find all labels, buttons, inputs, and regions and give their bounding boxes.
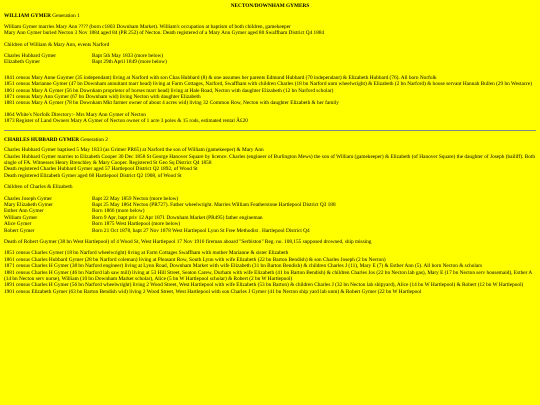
charles-census <box>4 250 536 295</box>
section-heading-william <box>4 13 536 19</box>
child-event: Born 9 Apr, bapt priv 12 Apr 1871 Downham Market (PR495) father engineman <box>92 214 263 221</box>
child-event: Bapt 25 May 1864 Necton (PR727). Father wheelwright. Marries William Featherstone Hartlepool District Q3 188 <box>92 201 336 208</box>
child-name: Mary Elizabeth Gymer <box>4 201 53 208</box>
intro-line: Charles Hubbard Gymer marries to Elizabeth Cooper 30 Dec 1858 St George Hanover Square by licence. Charles (engineer of Burlington Mews) the son of William (gamekeeper) & Elizabeth (of Hanover Square) the daughter of Joseph (bailiff). Both single of FA. Witnesses Henry Brenchley & Mary Cooper. Registered St Geo Sq District Q4 1858 <box>4 153 536 166</box>
child-name: Elizabeth Gymer <box>4 59 41 66</box>
child-event: Bapt 5th May 1833 (more below) <box>92 53 164 60</box>
census-line: 1881 census Mary A Gymer (78 bn Downham Mkt farmer owner of about 4 acres wid) living 32 Common Row, Necton with daughter Elizabeth & her family <box>4 100 339 107</box>
child-name: Charles Joseph Gymer <box>4 195 52 202</box>
census-line: 1871 census Mary Ann Gymer (67 bn Downham wid) living Necton with daughter Elizabeth <box>4 94 201 101</box>
william-intro <box>4 24 536 37</box>
child-event: Born 21 Oct 1878, bapt 27 Nov 1878 West Hartlepool Lynn St Free Methodist . Hartlepool District Q4 <box>92 227 310 234</box>
census-line: 1861 census Charles Hubbard Gymer (28 bn Narford coleman) living at Pleasant Row, South Lynn with wife Elizabeth (22 bn Barton Bendish) & son Charles Joseph (2 bn Necton) <box>4 256 386 263</box>
child-name: William Gymer <box>4 214 38 221</box>
william-census <box>4 75 536 107</box>
page-title: NECTON/DOWNHAM GYMERS <box>230 3 310 9</box>
census-line: 1871 census Charles H Gymer (38 bn Narford engineer) living at Lynn Road, Downham Market with wife Elizabeth (31 bn Barton Bendish) & children Charles J (11), Mary E (7) & Esther Ann (5). All born Necton & scholars <box>4 263 483 270</box>
table-row <box>4 59 167 65</box>
heading-name: CHARLES HUBBARD GYMER <box>4 136 80 143</box>
intro-line: Mary Ann Gymer buried Necton 3 Nov 1884 aged 84 (PR 252) of Necton. Death registered of a Mary Ann Gymer aged 80 Swaffham District Q4 1884 <box>4 30 325 37</box>
child-name: Esther Ann Gymer <box>4 208 44 215</box>
heading-generation: Generation 1 <box>50 13 80 20</box>
section-divider <box>4 130 536 131</box>
death-note: Death of Robert Guymer (38 bn West Hartlepool) of 4 Wood St, West Hartlepool 17 Nov 1916 fireman aboard "Serbiston" Reg. no. 108,155 supposed drowned, ship missing <box>4 238 372 245</box>
intro-line: William Gymer marries Mary Ann ???? (born c1803 Downham Market). William's occupation at baptism of both children, gamekeeper <box>4 23 291 30</box>
children-title: Children of William & Mary Ann, events Narford <box>4 41 110 48</box>
census-line: 1851 census Marianne Gymer (47 bn Downham annuitant marr head) living at Farm Cottages, Narford, Swaffham with children Charles (18 bn Narford unm wheelwright) & Elizabeth (2 bn Narford) & house servant Hannah Bullen (29 bn Westacre) <box>4 81 533 88</box>
children-table-charles <box>4 196 336 234</box>
directory-line: 1864 White's Norfolk Directory:- Mrs Mary Ann Gymer of Necton <box>4 111 146 118</box>
children-title: Children of Charles & Elizabeth <box>4 184 73 191</box>
directory-line: 1873 Register of Land Owners Mary A Gymer of Necton owner of 1 acre 3 poles & 15 rods, estimated rental Â£20 <box>4 118 248 125</box>
census-line: 1861 census Mary A Gymer (56 bn Downham proprietor of horses marr head) living at Hale Road, Necton with daughter Elizabeth (12 bn Narford scholar) <box>4 87 334 94</box>
child-name: Charles Hubbard Gymer <box>4 53 57 60</box>
child-name: Robert Gymer <box>4 227 35 234</box>
census-line: 1891 census Charles H Gymer (56 bn Narford wheelwright) living 2 Wood Street, West Hartlepool with wife Elizabeth (53 bn Barton) & children Charles J (32 bn Necton lab shipyard), Alice (14 bn W Hartlepool) & Robert (12 bn W Hartlepool) <box>4 282 524 289</box>
intro-line: Death registered Charles Hubbard Gymer aged 57 Hartlepool District Q2 1892, of Wood St <box>4 166 198 173</box>
child-name: Alice Gymer <box>4 221 32 228</box>
heading-name: WILLIAM GYMER <box>4 13 51 20</box>
william-directory <box>4 112 536 125</box>
child-event: Bapt 29th April 1849 (more below) <box>92 59 167 66</box>
charles-intro <box>4 147 536 179</box>
census-line: 1881 census Charles H Gymer (46 bn Narford lab saw mill) living at 53 Hill Street, Seaton Carew, Durham with wife Elizabeth (41 bn Barton Bendish) & children Charles Jos (22 bn Necton lab gas), Mary E (17 bn Necton serv housemaid), Esther A (14 bn Necton serv nurse), William (10 bn Downham Market scholar), Alice (5 bn W Hartlepool scholar) & Robert (2 bn W Hartlepool) <box>4 269 532 282</box>
child-event: Born 1875 West Hartlepool (more below) <box>92 221 181 228</box>
intro-line: Charles Hubbard Gymer baptised 5 May 1833 (as Grimer PR65) at Narford the son of William (gamekeeper) & Mary Ann <box>4 147 264 154</box>
child-event: Bapt 22 May 1859 Necton (more below) <box>92 195 179 202</box>
child-event: Born 1866 (more below) <box>92 208 145 215</box>
children-table-william <box>4 53 167 66</box>
section-heading-charles <box>4 137 536 143</box>
census-line: 1851 census Charles Gymer (18 bn Narford wheelwright) living at Farm Cottages Swaffham with mother Marianne & sister Elizabeth <box>4 250 289 257</box>
census-line: 1841 census Mary Anne Guymer (35 independant) living at Narford with son Chas Hubbard (8) & one assumes her parents Edmund Hubbard (70 independant) & Elizabeth Hubbard (76). All born Norfolk <box>4 74 437 81</box>
census-line: 1901 census Elizabeth Gymer (63 bn Barton Bendish wid) living 2 Wood Street, West Hartlepool with son Charles J Gymer (41 bn Necton ship yard lab unm) & Robert Gymer (22 bn W Hartlepool <box>4 288 422 295</box>
table-row <box>4 228 336 234</box>
heading-generation: Generation 2 <box>79 136 108 143</box>
intro-line: Death registered Elizabeth Gymer aged 68 Hartlepool District Q2 1908, of Wood St <box>4 172 182 179</box>
